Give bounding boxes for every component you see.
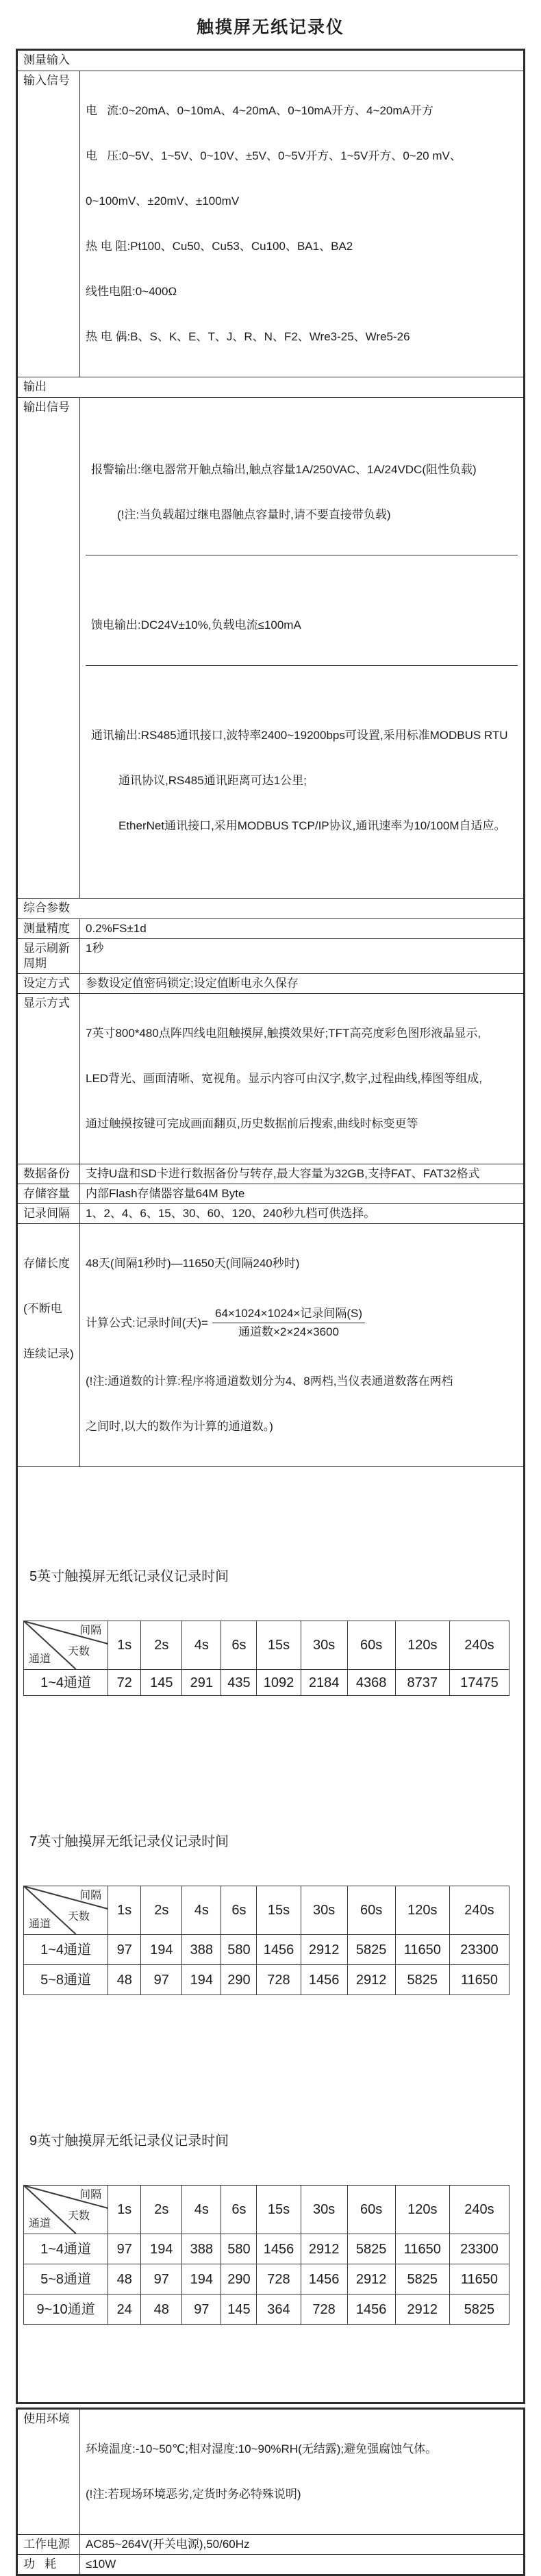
- display-line: LED背光、画面清晰、宽视角。显示内容可由汉字,数字,过程曲线,棒图等组成,: [86, 1072, 482, 1085]
- row-environment: [17, 2409, 525, 2535]
- record-days-cell: 1456: [347, 2294, 395, 2325]
- record-days-cell: 2912: [301, 1935, 347, 1965]
- channel-row-label: 5~8通道: [24, 2264, 108, 2294]
- storage-length-label-line: 连续记录): [23, 1347, 74, 1360]
- record-days-cell: 97: [182, 2294, 221, 2325]
- interval-header: 2s: [141, 2186, 182, 2234]
- record-days-cell: 97: [108, 1935, 141, 1965]
- corner-interval-label: 间隔: [79, 1625, 102, 1636]
- interval-header: 2s: [141, 1621, 182, 1670]
- environment-label: 使用环境: [17, 2409, 80, 2535]
- interval-header: 15s: [257, 1886, 301, 1935]
- interval-header: 240s: [449, 2186, 509, 2234]
- record-table-row: [24, 1965, 509, 1995]
- storage-note-line: (!注:通道数的计算:程序将通道数划分为4、8两档,当仪表通道数落在两档: [86, 1375, 453, 1388]
- record-table-header-row: [24, 1886, 509, 1935]
- interval-header: 4s: [182, 2186, 221, 2234]
- comm-output-line: 通讯协议,RS485通讯距离可达1公里;: [118, 774, 307, 787]
- input-signal-line: 电 压:0~5V、1~5V、0~10V、±5V、0~5V开方、1~5V开方、0~20 mV、: [86, 149, 462, 162]
- record-table-7inch: [23, 1886, 509, 1995]
- spec-table: [16, 49, 525, 2404]
- record-days-cell: 48: [108, 1965, 141, 1995]
- display-line: 通过触摸按键可完成画面翻页,历史数据前后搜索,曲线时标变更等: [86, 1117, 418, 1130]
- record-days-cell: 2912: [347, 2264, 395, 2294]
- record-days-cell: 388: [182, 2234, 221, 2264]
- output-signal-label: 输出信号: [17, 398, 80, 899]
- record-table-row: [24, 1670, 509, 1696]
- row-power: [17, 2535, 525, 2555]
- alarm-output-subrow: [86, 430, 518, 555]
- power-value: AC85~264V(开关电源),50/60Hz: [80, 2535, 525, 2555]
- display-line: 7英寸800*480点阵四线电阻触摸屏,触摸效果好;TFT高亮度彩色图形液晶显示,: [86, 1027, 481, 1040]
- capacity-value: 内部Flash存储器容量64M Byte: [80, 1184, 525, 1204]
- capacity-label: 存储容量: [17, 1184, 80, 1204]
- page-title: 触摸屏无纸记录仪: [196, 18, 344, 37]
- record-days-cell: 97: [141, 1965, 182, 1995]
- record-days-cell: 145: [221, 2294, 257, 2325]
- formula-prefix: 计算公式:记录时间(天)=: [86, 1316, 208, 1329]
- record-days-cell: 194: [141, 2234, 182, 2264]
- refresh-label: 显示刷新周期: [17, 939, 80, 974]
- record-days-cell: 1456: [301, 2264, 347, 2294]
- record-days-cell: 1456: [257, 1935, 301, 1965]
- interval-header: 30s: [301, 2186, 347, 2234]
- row-consumption: [17, 2555, 525, 2575]
- input-signal-line: 线性电阻:0~400Ω: [86, 285, 177, 298]
- section-header-output: 输出: [17, 377, 525, 398]
- interval-value: 1、2、4、6、15、30、60、120、240秒九档可供选择。: [80, 1204, 525, 1224]
- record-days-cell: 97: [108, 2234, 141, 2264]
- storage-length-label-line: (不断电: [23, 1302, 62, 1315]
- interval-header: 120s: [395, 2186, 449, 2234]
- formula-denominator: 通道数×2×24×3600: [238, 1325, 339, 1338]
- formula-numerator: 64×1024×1024×记录间隔(S): [212, 1306, 365, 1323]
- record-days-cell: 194: [182, 1965, 221, 1995]
- interval-header: 240s: [449, 1621, 509, 1670]
- alarm-output-line: 报警输出:继电器常开触点输出,触点容量1A/250VAC、1A/24VDC(阻性负载): [91, 463, 477, 476]
- storage-length-range: 48天(间隔1秒时)—11650天(间隔240秒时): [86, 1257, 300, 1270]
- record-days-cell: 364: [257, 2294, 301, 2325]
- record-days-cell: 1092: [257, 1670, 301, 1696]
- corner-channel-label: 通道: [29, 2218, 51, 2229]
- channel-row-label: 1~4通道: [24, 1935, 108, 1965]
- comm-output-line: 通讯输出:RS485通讯接口,波特率2400~19200bps可设置,采用标准MODBUS RTU: [91, 729, 508, 742]
- row-backup: [17, 1164, 525, 1184]
- corner-interval-label: 间隔: [79, 1890, 102, 1901]
- input-signal-line: 热 电 偶:B、S、K、E、T、J、R、N、F2、Wre3-25、Wre5-26: [86, 330, 410, 343]
- interval-header: 6s: [221, 1886, 257, 1935]
- power-label: 工作电源: [17, 2535, 80, 2555]
- interval-header: 6s: [221, 1621, 257, 1670]
- storage-formula: [86, 1306, 518, 1340]
- section-row-output: [17, 377, 525, 398]
- channel-row-label: 9~10通道: [24, 2294, 108, 2325]
- record-days-cell: 5825: [395, 1965, 449, 1995]
- input-signal-label: 输入信号: [17, 71, 80, 377]
- row-interval: [17, 1204, 525, 1224]
- record-days-cell: 8737: [395, 1670, 449, 1696]
- row-record-tables: [17, 1467, 525, 2403]
- interval-header: 6s: [221, 2186, 257, 2234]
- record-days-cell: 48: [108, 2264, 141, 2294]
- refresh-value: 1秒: [80, 939, 525, 974]
- row-accuracy: [17, 919, 525, 939]
- record-days-cell: 194: [141, 1935, 182, 1965]
- corner-interval-label: 间隔: [79, 2189, 102, 2201]
- comm-output-line: EtherNet通讯接口,采用MODBUS TCP/IP协议,通讯速率为10/100M自适应。: [118, 819, 506, 832]
- row-display: [17, 994, 525, 1164]
- record-days-cell: 388: [182, 1935, 221, 1965]
- display-value: [80, 994, 525, 1164]
- record-days-cell: 1456: [301, 1965, 347, 1995]
- storage-length-label: [17, 1224, 80, 1467]
- record-table-7inch-title: 7英寸触摸屏无纸记录仪记录时间: [29, 1834, 229, 1849]
- record-days-cell: 24: [108, 2294, 141, 2325]
- record-days-cell: 17475: [449, 1670, 509, 1696]
- record-days-cell: 11650: [395, 2234, 449, 2264]
- record-days-cell: 5825: [449, 2294, 509, 2325]
- storage-length-value: [80, 1224, 525, 1467]
- interval-header: 30s: [301, 1621, 347, 1670]
- row-storage-length: [17, 1224, 525, 1467]
- interval-header: 240s: [449, 1886, 509, 1935]
- section-row-general: [17, 899, 525, 919]
- record-days-cell: 1456: [257, 2234, 301, 2264]
- record-days-cell: 2184: [301, 1670, 347, 1696]
- record-days-cell: 5825: [347, 1935, 395, 1965]
- record-days-cell: 2912: [347, 1965, 395, 1995]
- row-input-signal: [17, 71, 525, 377]
- corner-days-label: 天数: [68, 1911, 90, 1923]
- record-days-cell: 11650: [395, 1935, 449, 1965]
- row-setting: [17, 974, 525, 994]
- display-label: 显示方式: [17, 994, 80, 1164]
- record-table-5inch-title: 5英寸触摸屏无纸记录仪记录时间: [29, 1569, 229, 1584]
- interval-header: 120s: [395, 1886, 449, 1935]
- storage-length-label-line: 存储长度: [23, 1257, 70, 1270]
- record-days-cell: 11650: [449, 2264, 509, 2294]
- interval-header: 60s: [347, 1886, 395, 1935]
- record-days-cell: 2912: [301, 2234, 347, 2264]
- consumption-value: ≤10W: [80, 2555, 525, 2575]
- record-days-cell: 290: [221, 1965, 257, 1995]
- corner-cell: [24, 1886, 108, 1935]
- storage-note-line: 之间时,以大的数作为计算的通道数。): [86, 1420, 273, 1433]
- formula-fraction: [212, 1306, 365, 1340]
- interval-header: 60s: [347, 1621, 395, 1670]
- corner-cell: [24, 2186, 108, 2234]
- backup-value: 支持U盘和SD卡进行数据备份与转存,最大容量为32GB,支持FAT、FAT32格式: [80, 1164, 525, 1184]
- record-days-cell: 728: [301, 2294, 347, 2325]
- record-table-header-row: [24, 2186, 509, 2234]
- accuracy-value: 0.2%FS±1d: [80, 919, 525, 939]
- interval-header: 1s: [108, 2186, 141, 2234]
- record-days-cell: 72: [108, 1670, 141, 1696]
- record-days-cell: 11650: [449, 1965, 509, 1995]
- environment-note: (!注:若现场环境恶劣,定货时务必特殊说明): [86, 2488, 301, 2501]
- section-row-measure-input: [17, 50, 525, 71]
- record-table-7inch-block: [23, 1786, 518, 2025]
- record-days-cell: 435: [221, 1670, 257, 1696]
- record-days-cell: 23300: [449, 2234, 509, 2264]
- setting-label: 设定方式: [17, 974, 80, 994]
- interval-header: 60s: [347, 2186, 395, 2234]
- interval-header: 1s: [108, 1621, 141, 1670]
- record-table-row: [24, 2234, 509, 2264]
- backup-label: 数据备份: [17, 1164, 80, 1184]
- record-days-cell: 728: [257, 1965, 301, 1995]
- interval-header: 15s: [257, 2186, 301, 2234]
- interval-label: 记录间隔: [17, 1204, 80, 1224]
- record-table-9inch: [23, 2185, 509, 2325]
- environment-line: 环境温度:-10~50℃;相对湿度:10~90%RH(无结露);避免强腐蚀气体。: [86, 2442, 438, 2455]
- interval-header: 1s: [108, 1886, 141, 1935]
- row-refresh: [17, 939, 525, 974]
- corner-cell: [24, 1621, 108, 1670]
- record-days-cell: 728: [257, 2264, 301, 2294]
- input-signal-line: 热 电 阻:Pt100、Cu50、Cu53、Cu100、BA1、BA2: [86, 240, 353, 253]
- interval-header: 4s: [182, 1886, 221, 1935]
- interval-header: 2s: [141, 1886, 182, 1935]
- setting-value: 参数设定值密码锁定;设定值断电永久保存: [80, 974, 525, 994]
- section-header-measure-input: 测量输入: [17, 50, 525, 71]
- row-capacity: [17, 1184, 525, 1204]
- corner-days-label: 天数: [68, 1646, 90, 1658]
- environment-value: [80, 2409, 525, 2535]
- channel-row-label: 1~4通道: [24, 2234, 108, 2264]
- record-days-cell: 194: [182, 2264, 221, 2294]
- interval-header: 120s: [395, 1621, 449, 1670]
- output-signal-value: [80, 398, 525, 899]
- record-table-row: [24, 2294, 509, 2325]
- record-days-cell: 97: [141, 2264, 182, 2294]
- record-days-cell: 5825: [395, 2264, 449, 2294]
- row-output-signal: [17, 398, 525, 899]
- record-days-cell: 48: [141, 2294, 182, 2325]
- input-signal-line: 0~100mV、±20mV、±100mV: [86, 195, 240, 208]
- record-days-cell: 23300: [449, 1935, 509, 1965]
- interval-header: 30s: [301, 1886, 347, 1935]
- accuracy-label: 测量精度: [17, 919, 80, 939]
- record-tables-cell: [17, 1467, 525, 2403]
- corner-channel-label: 通道: [29, 1918, 51, 1930]
- record-days-cell: 580: [221, 2234, 257, 2264]
- section-header-general: 综合参数: [17, 899, 525, 919]
- feed-output-line: 馈电输出:DC24V±10%,负载电流≤100mA: [91, 618, 301, 632]
- record-days-cell: 291: [182, 1670, 221, 1696]
- corner-days-label: 天数: [68, 2210, 90, 2222]
- record-days-cell: 4368: [347, 1670, 395, 1696]
- feed-output-subrow: [86, 586, 518, 666]
- record-table-9inch-block: [23, 2086, 518, 2355]
- record-table-5inch: [23, 1621, 509, 1696]
- record-table-9inch-title: 9英寸触摸屏无纸记录仪记录时间: [29, 2134, 229, 2149]
- channel-row-label: 5~8通道: [24, 1965, 108, 1995]
- comm-output-subrow: [86, 696, 518, 866]
- input-signal-line: 电 流:0~20mA、0~10mA、4~20mA、0~10mA开方、4~20mA开方: [86, 104, 433, 117]
- record-table-5inch-block: [23, 1529, 518, 1726]
- record-days-cell: 580: [221, 1935, 257, 1965]
- interval-header: 4s: [182, 1621, 221, 1670]
- consumption-label: 功 耗: [17, 2555, 80, 2575]
- env-table: [16, 2408, 525, 2576]
- record-days-cell: 2912: [395, 2294, 449, 2325]
- record-table-header-row: [24, 1621, 509, 1670]
- record-days-cell: 5825: [347, 2234, 395, 2264]
- record-days-cell: 145: [141, 1670, 182, 1696]
- channel-row-label: 1~4通道: [24, 1670, 108, 1696]
- record-table-row: [24, 1935, 509, 1965]
- corner-channel-label: 通道: [29, 1653, 51, 1665]
- interval-header: 15s: [257, 1621, 301, 1670]
- input-signal-value: [80, 71, 525, 377]
- record-days-cell: 290: [221, 2264, 257, 2294]
- record-table-row: [24, 2264, 509, 2294]
- alarm-output-note: (!注:当负载超过继电器触点容量时,请不要直接带负载): [117, 508, 391, 521]
